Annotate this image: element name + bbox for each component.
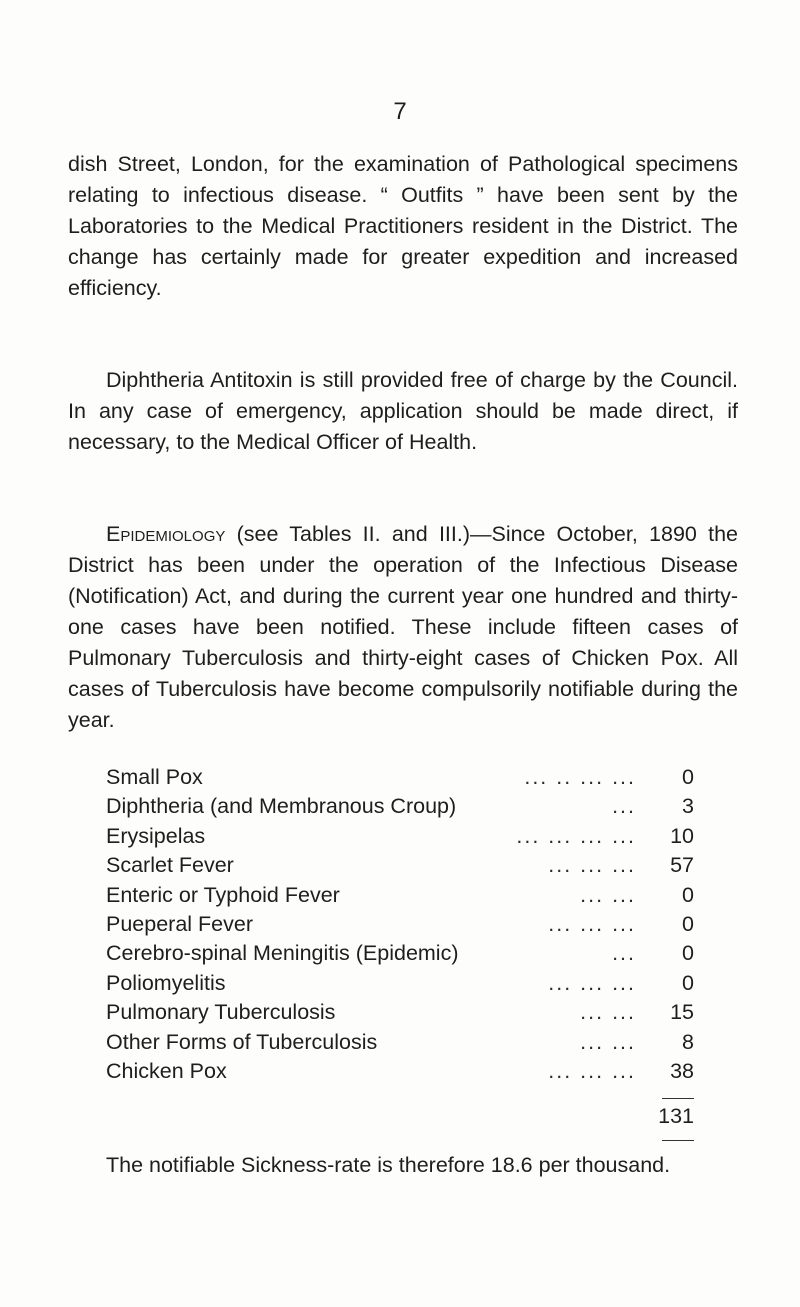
- table-row: [106, 765, 694, 794]
- leader-dots: ... ...: [580, 882, 636, 907]
- case-count: 8: [682, 1029, 694, 1054]
- table-row: [106, 1000, 694, 1029]
- disease-label: Chicken Pox: [106, 1058, 227, 1083]
- leader-dots: ...: [612, 794, 636, 819]
- case-count: 15: [670, 1000, 694, 1025]
- leader-dots: ... ...: [580, 1029, 636, 1054]
- paragraph-diphtheria-antitoxin: Diphtheria Antitoxin is still provided free of charge by the Council. In any case of emergency, application should be made direct, if necessary, to the Medical Officer of Health.: [68, 368, 738, 454]
- table-row: [106, 883, 694, 912]
- case-count: 0: [682, 765, 694, 789]
- leader-dots: ... ...: [580, 1000, 636, 1025]
- disease-label: Cerebro-spinal Meningitis (Epidemic): [106, 941, 459, 966]
- case-count: 57: [670, 853, 694, 878]
- leader-dots: ... ... ...: [548, 911, 636, 936]
- leader-dots: ...: [612, 941, 636, 966]
- leader-dots: ... .. ... ...: [524, 765, 636, 789]
- disease-label: Scarlet Fever: [106, 853, 234, 878]
- total-count: 131: [658, 1104, 694, 1128]
- notifiable-diseases-table: [106, 765, 694, 1128]
- table-row: [106, 1059, 694, 1088]
- leader-dots: ... ... ...: [548, 1058, 636, 1083]
- table-row: [106, 824, 694, 853]
- leader-dots: ... ... ...: [548, 970, 636, 995]
- disease-label: Pulmonary Tuberculosis: [106, 1000, 336, 1025]
- page-number: 7: [393, 98, 407, 125]
- table-row: [106, 1030, 694, 1059]
- table-row: [106, 941, 694, 970]
- case-count: 0: [682, 941, 694, 966]
- disease-label: Diphtheria (and Membranous Croup): [106, 794, 457, 819]
- total-rule-top: [662, 1098, 694, 1099]
- epidemiology-heading: Epidemiology: [106, 522, 226, 546]
- table-row: [106, 853, 694, 882]
- sickness-rate-line: The notifiable Sickness-rate is therefore 18.6 per thousand.: [106, 1153, 671, 1177]
- disease-label: Erysipelas: [106, 823, 206, 848]
- case-count: 0: [682, 970, 694, 995]
- table-row: [106, 794, 694, 823]
- case-count: 0: [682, 882, 694, 907]
- epidemiology-text: (see Tables II. and III.)—Since October, 1890 the District has been under the operation of the Infectious Disease (Notification) Act, and during the current year one hundred and thirty-one cases have been notified. These include fifteen cases of Pulmonary Tuberculosis and thirty-eight cases of Chicken Pox. All cases of Tuberculosis have become compulsorily notifiable during the year.: [68, 522, 738, 732]
- case-count: 0: [682, 911, 694, 936]
- paragraph-laboratory-outfits: dish Street, London, for the examination of Pathological specimens relating to infectious disease. “ Outfits ” have been sent by the Laboratories to the Medical Practitioners resident in the District. The change has certainly made for greater expedition and increased efficiency.: [68, 152, 738, 300]
- disease-label: Poliomyelitis: [106, 970, 226, 995]
- disease-label: Small Pox: [106, 765, 203, 789]
- disease-label: Other Forms of Tuberculosis: [106, 1029, 378, 1054]
- disease-label: Pueperal Fever: [106, 911, 253, 936]
- leader-dots: ... ... ... ...: [516, 823, 636, 848]
- table-row: [106, 971, 694, 1000]
- disease-label: Enteric or Typhoid Fever: [106, 882, 340, 907]
- total-rule-bottom: [662, 1140, 694, 1141]
- case-count: 38: [670, 1058, 694, 1083]
- leader-dots: ... ... ...: [548, 853, 636, 878]
- table-row: [106, 912, 694, 941]
- paragraph-epidemiology: [68, 519, 738, 736]
- case-count: 3: [682, 794, 694, 819]
- case-count: 10: [670, 823, 694, 848]
